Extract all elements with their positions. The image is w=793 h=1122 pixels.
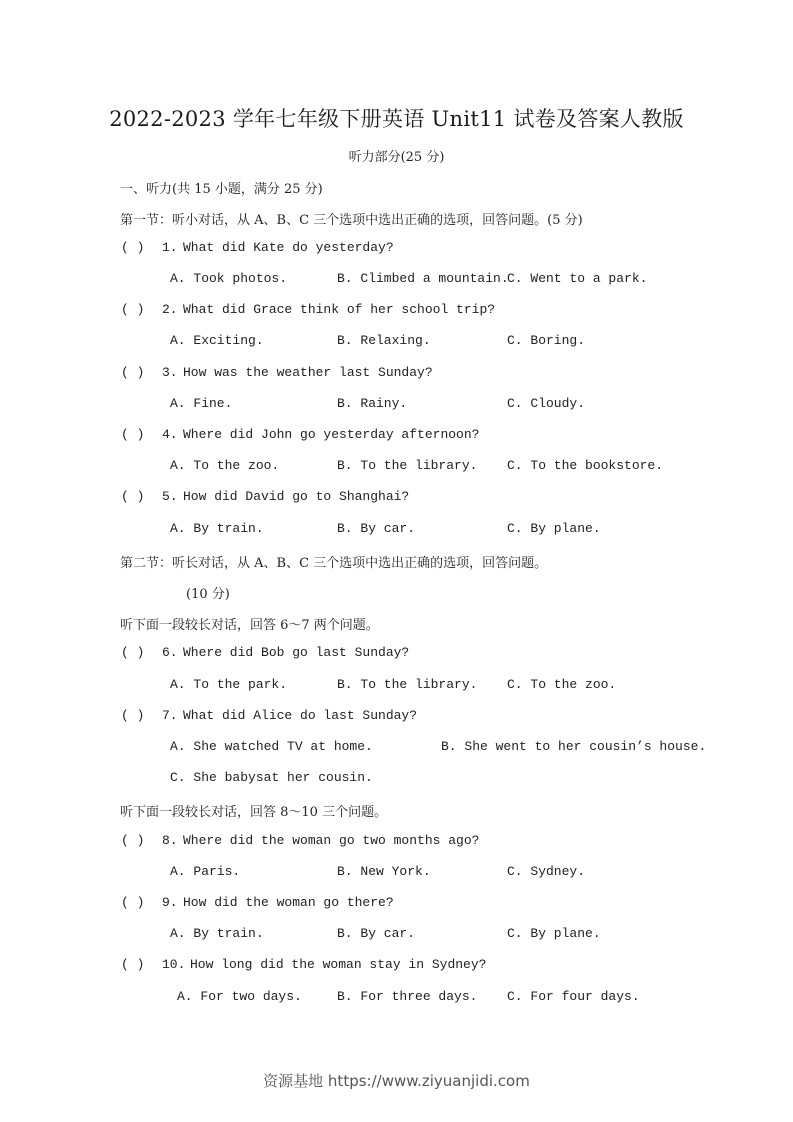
option-a: A. To the park. [170, 677, 288, 692]
question-text: Where did John go yesterday afternoon? [183, 427, 480, 442]
question-text: How was the weather last Sunday? [183, 365, 433, 380]
question-text: How did David go to Shanghai? [183, 489, 410, 504]
answer-blank[interactable]: ( ) [121, 240, 145, 255]
option-a: A. By train. [170, 521, 264, 536]
question-text: What did Alice do last Sunday? [183, 708, 418, 723]
question-text: What did Grace think of her school trip? [183, 302, 496, 317]
document-title: 2022-2023 学年七年级下册英语 Unit11 试卷及答案人教版 [109, 107, 684, 131]
question-text: Where did the woman go two months ago? [183, 833, 480, 848]
answer-blank[interactable]: ( ) [121, 489, 145, 504]
option-a: A. Paris. [170, 864, 241, 879]
question-number: 7. [162, 708, 178, 723]
option-b: B. Climbed a mountain. [337, 271, 509, 286]
option-b: B. Rainy. [337, 396, 408, 411]
option-b: B. New York. [337, 864, 431, 879]
answer-blank[interactable]: ( ) [121, 645, 145, 660]
answer-blank[interactable]: ( ) [121, 708, 145, 723]
option-a: A. By train. [170, 926, 264, 941]
answer-blank[interactable]: ( ) [121, 895, 145, 910]
question-number: 10. [162, 957, 186, 972]
option-b: B. She went to her cousin’s house. [441, 739, 707, 754]
option-b: B. For three days. [337, 989, 478, 1004]
answer-blank[interactable]: ( ) [121, 833, 145, 848]
question-text: What did Kate do yesterday? [183, 240, 394, 255]
watermark-footer: 资源基地 https://www.ziyuanjidi.com [263, 1072, 530, 1090]
question-number: 1. [162, 240, 178, 255]
option-b: B. To the library. [337, 677, 478, 692]
option-c: C. Went to a park. [507, 271, 648, 286]
question-text: How long did the woman stay in Sydney? [190, 957, 487, 972]
option-c: C. To the bookstore. [507, 458, 664, 473]
option-c: C. Cloudy. [507, 396, 586, 411]
option-c: C. Boring. [507, 333, 586, 348]
question-text: How did the woman go there? [183, 895, 394, 910]
answer-blank[interactable]: ( ) [121, 957, 145, 972]
question-text: Where did Bob go last Sunday? [183, 645, 410, 660]
option-a: A. For two days. [177, 989, 302, 1004]
option-a: A. To the zoo. [170, 458, 280, 473]
option-b: B. By car. [337, 521, 416, 536]
dialog-instruction: 听下面一段较长对话，回答 6～7 两个问题。 [120, 618, 379, 633]
option-c: C. To the zoo. [507, 677, 617, 692]
option-c: C. Sydney. [507, 864, 586, 879]
option-a: A. Exciting. [170, 333, 264, 348]
section2-points: (10 分) [186, 587, 230, 602]
option-c: C. By plane. [507, 521, 601, 536]
option-a: A. Fine. [170, 396, 233, 411]
option-c: C. For four days. [507, 989, 640, 1004]
section1-heading: 第一节：听小对话，从 A、B、C 三个选项中选出正确的选项，回答问题。(5 分) [120, 213, 583, 228]
question-number: 2. [162, 302, 178, 317]
listening-subtitle: 听力部分(25 分) [348, 150, 445, 165]
answer-blank[interactable]: ( ) [121, 365, 145, 380]
dialog-instruction: 听下面一段较长对话，回答 8～10 三个问题。 [120, 805, 388, 820]
option-b: B. By car. [337, 926, 416, 941]
question-number: 9. [162, 895, 178, 910]
question-number: 5. [162, 489, 178, 504]
question-number: 6. [162, 645, 178, 660]
section2-heading: 第二节：听长对话，从 A、B、C 三个选项中选出正确的选项，回答问题。 [120, 556, 548, 571]
option-b: B. Relaxing. [337, 333, 431, 348]
question-number: 3. [162, 365, 178, 380]
option-a: A. She watched TV at home. [170, 739, 373, 754]
option-c: C. She babysat her cousin. [170, 770, 373, 785]
option-a: A. Took photos. [170, 271, 288, 286]
option-c: C. By plane. [507, 926, 601, 941]
answer-blank[interactable]: ( ) [121, 302, 145, 317]
answer-blank[interactable]: ( ) [121, 427, 145, 442]
option-b: B. To the library. [337, 458, 478, 473]
question-number: 4. [162, 427, 178, 442]
part-heading: 一、听力(共 15 小题，满分 25 分) [120, 182, 323, 197]
question-number: 8. [162, 833, 178, 848]
